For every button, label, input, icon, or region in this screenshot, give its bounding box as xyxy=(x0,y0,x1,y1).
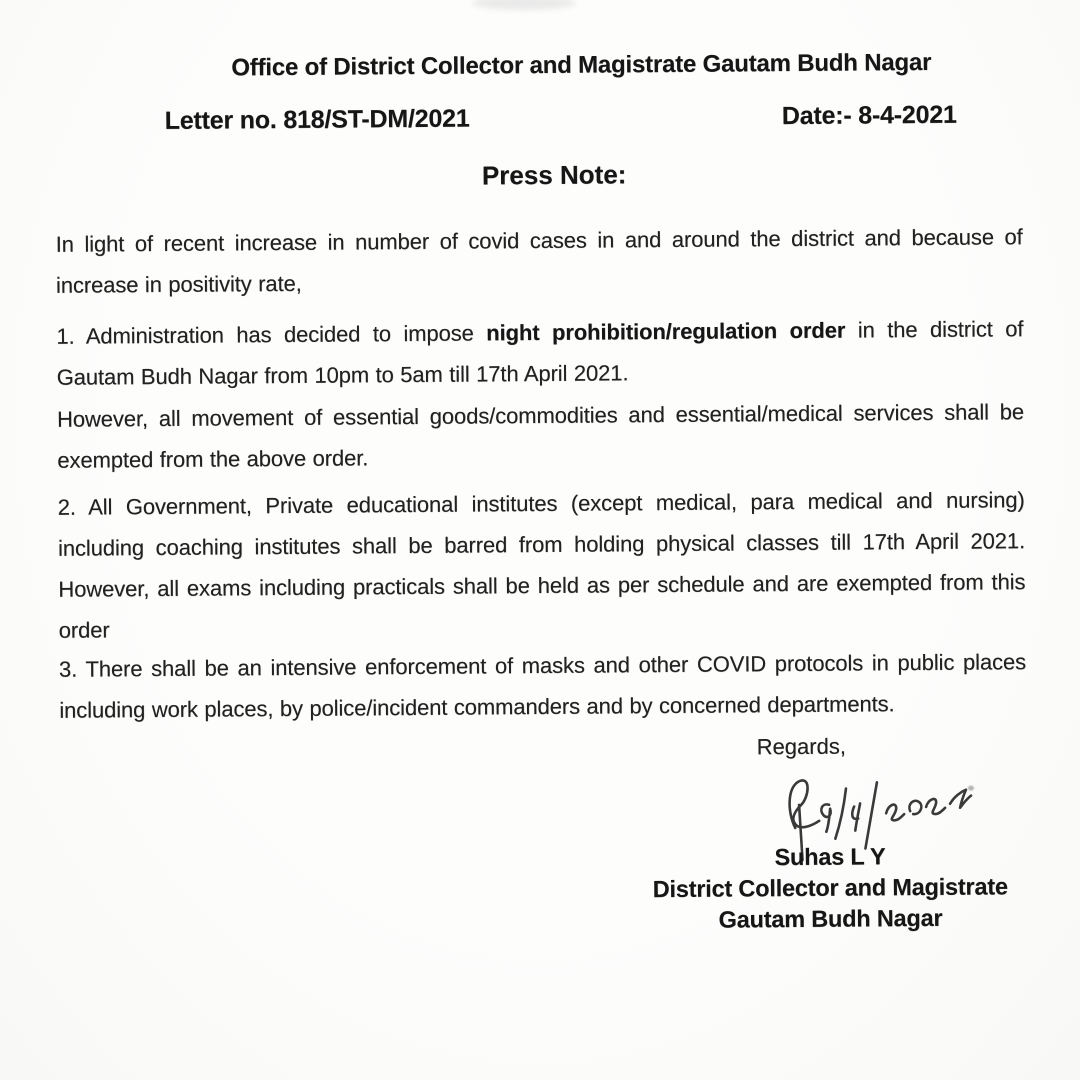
letter-number: Letter no. 818/ST-DM/2021 xyxy=(164,104,470,135)
regards-line: Regards, xyxy=(756,733,847,760)
paragraph-item-1 xyxy=(56,308,1024,398)
office-title: Office of District Collector and Magistrate Gautam Budh Nagar xyxy=(231,48,932,82)
paragraph-intro: In light of recent increase in number of covid cases in and around the district and because of increase in positivity rate, xyxy=(55,224,1023,298)
item-1-text-post: in the district of Gautam Budh Nagar from 10pm to 5am till 17th April 2021. xyxy=(56,316,1024,390)
paragraph-item-1-exemption: However, all movement of essential goods/commodities and essential/medical services shall be exempted from the above order. xyxy=(56,399,1025,473)
letter-meta-row xyxy=(165,101,957,136)
paragraph-item-3: 3. There shall be an intensive enforcement of masks and other COVID protocols in public places including work places, by police/incident commanders and by concerned departments. xyxy=(58,649,1027,723)
paragraph-item-2: 2. All Government, Private educational institutes (except medical, para medical and nursing) including coaching institutes shall be barred from holding physical classes till 17th April 2021. However, all exams including practicals shall be held as per schedule and are exempted from this order xyxy=(57,487,1026,643)
signatory-designation: District Collector and Magistrate xyxy=(652,873,1008,903)
stray-ink-dot xyxy=(968,786,974,791)
letter-date: Date:- 8-4-2021 xyxy=(781,100,957,131)
signature-block xyxy=(632,840,1028,936)
item-1-text-pre: 1. Administration has decided to impose xyxy=(56,320,487,349)
press-note-title: Press Note: xyxy=(481,159,627,191)
item-1-bold-phrase: night prohibition/regulation order xyxy=(486,317,846,346)
signatory-place: Gautam Budh Nagar xyxy=(718,904,943,933)
signatory-name: Suhas L Y xyxy=(774,843,886,871)
